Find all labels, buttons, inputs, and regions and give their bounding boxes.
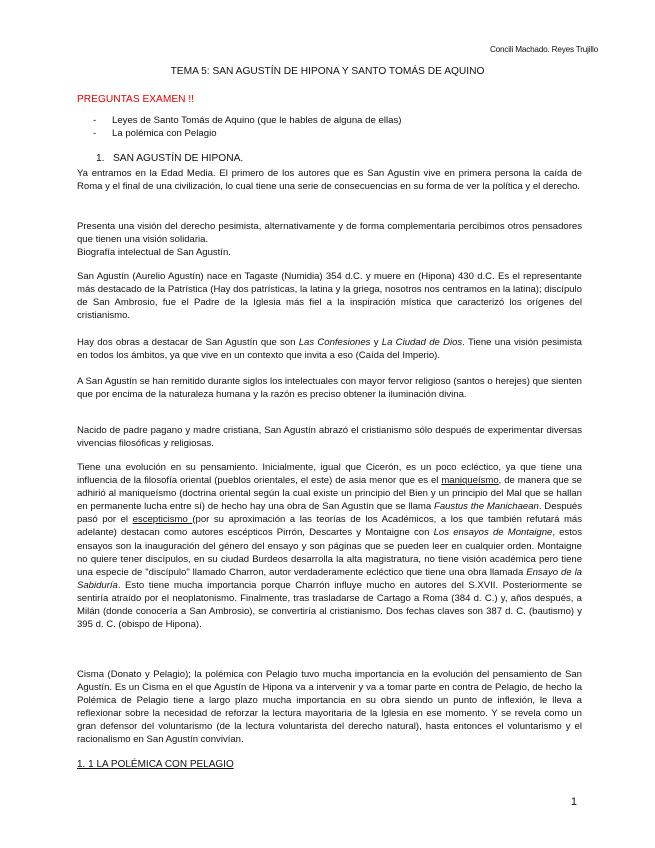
work-title: Ensayo de la Sabiduría [77,566,582,591]
paragraph-text: Presenta una visión del derecho pesimista, alternativamente y de forma complementaria percibimos otros pensadores que tienen una visión solidaria. [77,221,582,246]
page-number: 1 [570,796,577,808]
text-run: . Esto tiene mucha importancia porque Charrón influye mucho en autores del S.XVII. Posteriormente se sentiría atraído por el neoplatonismo. Finalmente, tras trasladarse de Cartago a Roma (384 d. C.) y, años después, a Milán (donde conocería a San Ambrosio), se convertiría al cristianismo. Dos fechas claves son 387 d. C. (bautismo) y 395 d. C. (obispo de Hipona). [77,579,582,631]
exam-questions-heading: PREGUNTAS EXAMEN !! [77,94,194,105]
subsection-heading: 1. 1 LA POLÉMICA CON PELAGIO [77,759,234,770]
paragraph-text: Biografía intelectual de San Agustín. [77,247,231,259]
section-heading-1 [96,153,243,164]
paragraph-influence: A San Agustín se han remitido durante siglos los intelectuales con mayor fervor religioso (santos o herejes) que sienten que por encima de la naturaleza humana y la razón es preciso obtener la iluminación divina. [77,376,582,401]
work-title: Los ensayos de Montaigne [433,527,553,539]
paragraph-works [77,336,582,362]
text-run: Tiene una evolución en su pensamiento. Inicialmente, igual que Cicerón, es un poco ecléctico, ya que tiene una influencia de la filosofía oriental (pueblos orientales, el este) de asia menor que es el [77,462,582,487]
page-title: TEMA 5: SAN AGUSTÍN DE HIPONA Y SANTO TOMÁS DE AQUINO [170,66,485,77]
section-title: SAN AGUSTÍN DE HIPONA. [113,153,244,164]
text-run: Hay dos obras a destacar de San Agustín que son [77,337,299,348]
paragraph-biography: San Agustín (Aurelio Agustín) nace en Tagaste (Numidia) 354 d.C. y muere en (Hipona) 430 d.C. Es el representante más destacado de la Patrística (Hay dos patrísticas, la latina y la griega, nosotros nos centramos en la latina); discípulo de San Ambrosio, fue el Padre de la Iglesia más fiel a la inspiración mística que caracterizó los orígenes del cristianismo. [77,271,582,322]
list-item: - Leyes de Santo Tomás de Aquino (que le hables de alguna de ellas) [93,114,401,127]
exam-questions-list [93,114,401,140]
paragraph-intro: Ya entramos en la Edad Media. El primero de los autores que es San Agustín vive en primera persona la caída de Roma y el final de una civilización, lo cual tiene una serie de consecuencias en su forma de ver la política y el derecho. [77,168,582,193]
text-run: y [370,337,382,348]
text-run: . Después pasó por el [77,501,582,526]
section-number: 1. [96,153,105,164]
text-run: . Tiene una visión pesimista en todos los ámbitos, ya que vive en un contexto que invita a eso (Caída del Imperio). [77,337,582,362]
work-title: Las Confesiones [298,337,371,348]
text-run: , estos ensayos son la inauguración del género del ensayo y son páginas que se pueden leer en cualquier orden. Montaigne no quiere tener discípulos, en su ciudad Burdeos desarrolla la alta magistratura, no tiene visión académica pero tiene una especie de "discípulo" llamado Charron, autor verdaderamente ecléctico que tiene una obra llamada [77,527,583,578]
text-run: (por su aproximación a las teorías de los Académicos, a los que también refutará más adelante) destacan como autores escépticos Pirrón, Descartes y Montaigne con [77,514,582,539]
underlined-term: maniqueísmo [441,475,499,487]
underlined-term: escepticismo [132,514,193,526]
text-run: , de manera que se adhirió al maniqueísmo (doctrina oriental según la cual existe un principio del Bien y un principio del Mal que se hallan en permanente lucha entre sí) de hecho hay una obra de San Agustín que se llama [77,475,582,513]
paragraph-schism: Cisma (Donato y Pelagio); la polémica con Pelagio tuvo mucha importancia en la evolución del pensamiento de San Agustín. Es un Cisma en el que Agustín de Hipona va a intervenir y va a tomar parte en contra de Pelagio, de hecho la Polémica de Pelagio tiene a largo plazo mucha importancia en su obra siendo un punto de inflexión, le lleva a reflexionar sobre la necesidad de reforzar la lectura mayoritaria de la Iglesia en ese momento. Y se revela como un gran defensor del voluntarismo (de la lectura voluntarista del derecho natural), hasta entonces el voluntarismo y el racionalismo en San Agustín convivían. [77,669,582,746]
paragraph-origin: Nacido de padre pagano y madre cristiana, San Agustín abrazó el cristianismo sólo después de experimentar diversas vivencias filosóficas y religiosas. [77,425,582,450]
work-title: Faustus the Manichaean [433,501,539,513]
paragraph-vision [77,220,582,259]
paragraph-evolution [77,461,582,631]
header-author: Concili Machado. Reyes Trujillo [489,45,598,54]
list-item: - La polémica con Pelagio [93,127,401,140]
work-title: La Ciudad de Dios [381,337,463,348]
